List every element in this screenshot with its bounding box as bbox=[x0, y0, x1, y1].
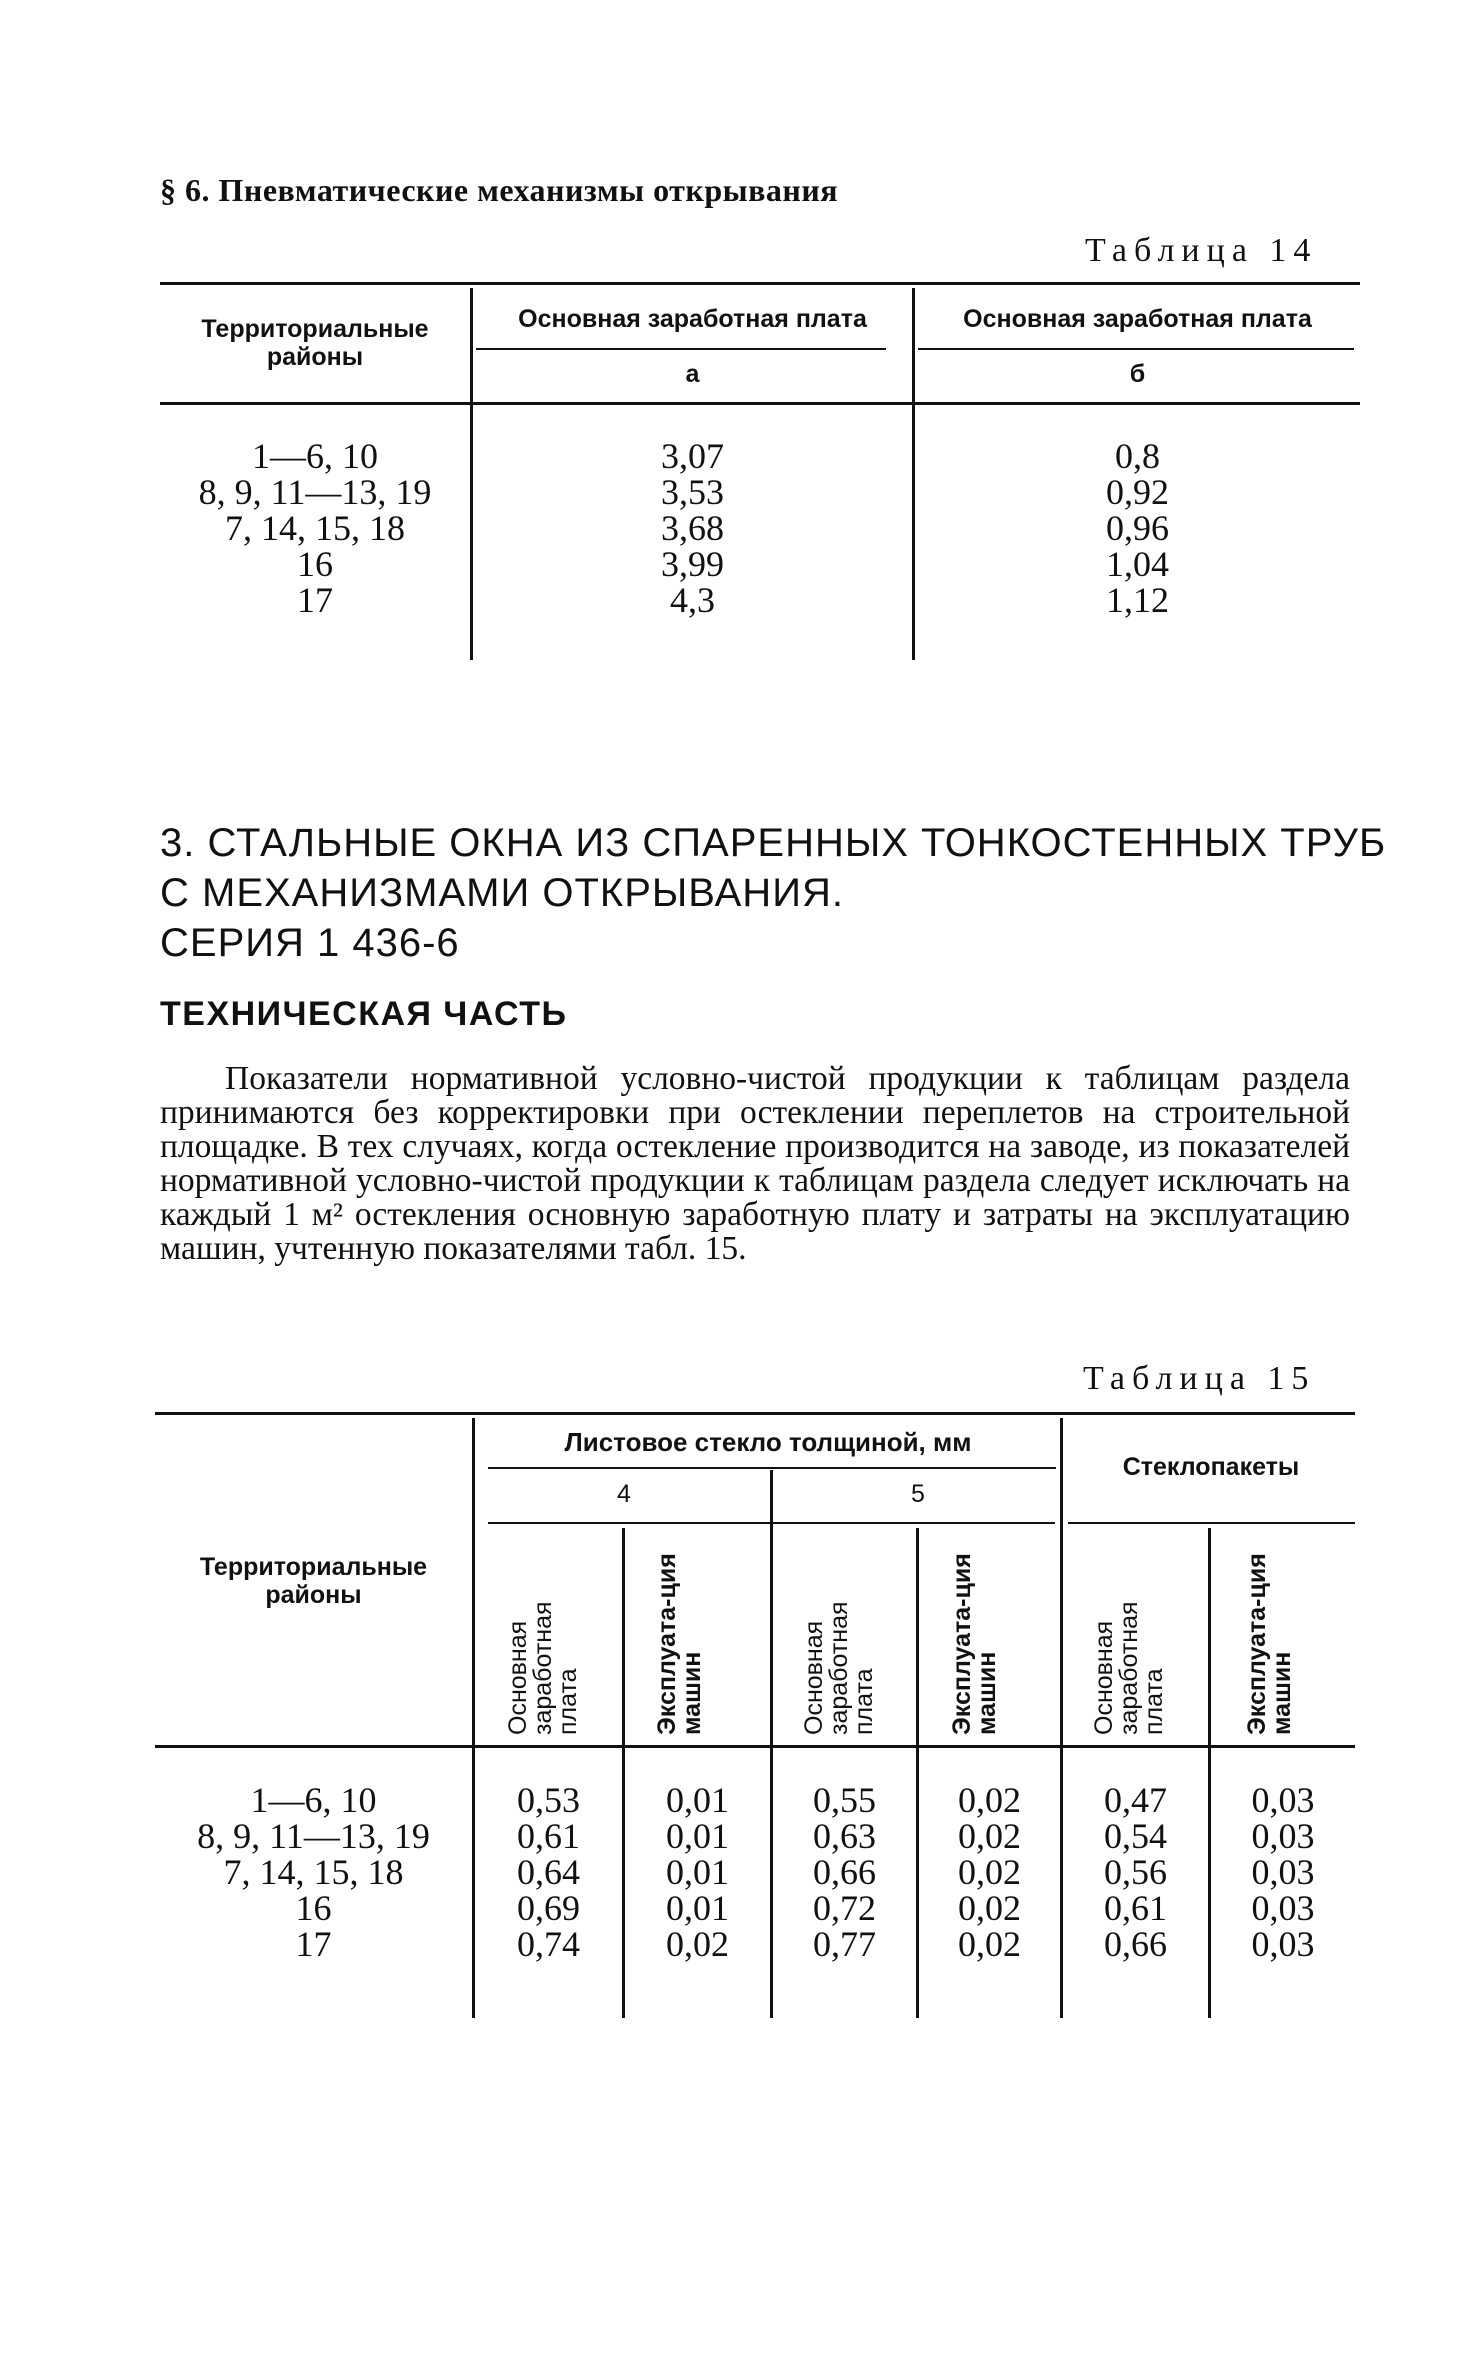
table14-region-cell: 7, 14, 15, 18 bbox=[225, 508, 405, 548]
table15-group-glass: Листовое стекло толщиной, мм bbox=[564, 1427, 972, 1457]
table15-region-cell: 1—6, 10 bbox=[250, 1780, 377, 1820]
table14-col-a-cell: 4,3 bbox=[670, 580, 715, 620]
table14-col-b-cell: 1,12 bbox=[1106, 580, 1169, 620]
table15-value-cell: 0,47 bbox=[1104, 1780, 1167, 1820]
table15-value-cell: 0,02 bbox=[958, 1888, 1021, 1928]
table15-value-cell: 0,03 bbox=[1251, 1852, 1315, 1892]
table15-value-cell: 0,77 bbox=[813, 1924, 876, 1964]
table15-col-region: Территориальные районы bbox=[199, 1553, 428, 1609]
table15-caption: Таблица 15 bbox=[1083, 1360, 1316, 1397]
table14-col-b-cell: 0,96 bbox=[1106, 508, 1169, 548]
table14-col-b-header: Основная заработная плата bbox=[963, 305, 1312, 333]
table14-col-a-cell: 3,07 bbox=[661, 436, 724, 476]
table15-value-cell: 0,01 bbox=[666, 1816, 729, 1856]
table15-value-cell: 0,61 bbox=[517, 1816, 580, 1856]
table15-value-cell: 0,74 bbox=[517, 1924, 580, 1964]
table15-value-cell: 0,66 bbox=[813, 1852, 876, 1892]
table14-col-b-cell: 0,8 bbox=[1115, 436, 1160, 476]
table15-thickness-4: 4 bbox=[617, 1480, 631, 1508]
table14-col-b-cell: 1,04 bbox=[1106, 544, 1169, 584]
table15-value-cell: 0,02 bbox=[958, 1852, 1021, 1892]
table15-sub-machine-header: Эксплуата-ция машин bbox=[948, 1553, 1001, 1735]
table14-col-region: Территориальные районы bbox=[201, 315, 429, 371]
table15-region-cell: 8, 9, 11—13, 19 bbox=[197, 1816, 430, 1856]
table15-value-cell: 0,03 bbox=[1251, 1780, 1315, 1820]
table15-value-cell: 0,54 bbox=[1104, 1816, 1167, 1856]
table14-region-cell: 1—6, 10 bbox=[252, 436, 378, 476]
table15-sub-wage-header: Основная заработная плата bbox=[800, 1601, 878, 1735]
table15-value-cell: 0,02 bbox=[958, 1780, 1021, 1820]
table14-col-a-cell: 3,68 bbox=[661, 508, 724, 548]
table15-value-cell: 0,69 bbox=[517, 1888, 580, 1928]
table15-value-cell: 0,55 bbox=[813, 1780, 876, 1820]
table15-value-cell: 0,03 bbox=[1251, 1816, 1315, 1856]
heading-line-2: С МЕХАНИЗМАМИ ОТКРЫВАНИЯ. bbox=[160, 871, 844, 915]
table14-caption: Таблица 14 bbox=[1085, 232, 1318, 269]
table15-value-cell: 0,02 bbox=[958, 1924, 1021, 1964]
table14-col-a-cell: 3,53 bbox=[661, 472, 724, 512]
heading-line-3: СЕРИЯ 1 436-6 bbox=[160, 921, 460, 965]
body-paragraph bbox=[160, 1062, 1350, 1266]
table15-value-cell: 0,64 bbox=[517, 1852, 580, 1892]
table15-value-cell: 0,01 bbox=[666, 1852, 729, 1892]
table15-value-cell: 0,72 bbox=[813, 1888, 876, 1928]
table15-value-cell: 0,66 bbox=[1104, 1924, 1167, 1964]
table15-value-cell: 0,02 bbox=[958, 1816, 1021, 1856]
table14-col-a-header: Основная заработная плата bbox=[518, 305, 867, 333]
table15-value-cell: 0,02 bbox=[666, 1924, 729, 1964]
section-title: § 6. Пневматические механизмы открывания bbox=[160, 172, 839, 208]
heading-line-1: 3. СТАЛЬНЫЕ ОКНА ИЗ СПАРЕННЫХ ТОНКОСТЕННЫХ ТРУБ bbox=[160, 821, 1387, 865]
section-heading bbox=[160, 818, 1386, 968]
table15-sub-machine-header: Эксплуата-ция машин bbox=[653, 1553, 706, 1735]
table14-region-cell: 16 bbox=[297, 544, 333, 584]
table14-col-b-cell: 0,92 bbox=[1106, 472, 1169, 512]
table15-value-cell: 0,53 bbox=[517, 1780, 580, 1820]
table15-value-cell: 0,56 bbox=[1104, 1852, 1167, 1892]
table15-value-cell: 0,03 bbox=[1251, 1924, 1315, 1964]
table15-value-cell: 0,01 bbox=[666, 1888, 729, 1928]
table15-value-cell: 0,61 bbox=[1104, 1888, 1167, 1928]
table15-value-cell: 0,63 bbox=[813, 1816, 876, 1856]
paragraph-text: Показатели нормативной условно-чистой продукции к таблицам раздела принимаются без корректировки при остеклении переплетов на строительной площадке. В тех случаях, когда остекление производится на заводе, из показателей нормативной условно-чистой продукции к таблицам раздела следует исключать на каждый 1 м² остекления основную заработную плату и затраты на эксплуатацию машин, учтенную показателями табл. 15. bbox=[160, 1060, 1350, 1267]
table14-col-a-cell: 3,99 bbox=[661, 544, 724, 584]
table15-value-cell: 0,03 bbox=[1251, 1888, 1315, 1928]
table14-col-a-sub: а bbox=[685, 360, 700, 388]
table15-region-cell: 17 bbox=[295, 1924, 332, 1964]
table15-region-cell: 7, 14, 15, 18 bbox=[223, 1852, 404, 1892]
table15-sub-machine-header: Эксплуата-ция машин bbox=[1243, 1553, 1296, 1735]
table14-region-cell: 17 bbox=[297, 580, 333, 620]
table15-sub-wage-header: Основная заработная плата bbox=[1090, 1601, 1168, 1735]
table14-region-cell: 8, 9, 11—13, 19 bbox=[198, 472, 432, 512]
table15-value-cell: 0,01 bbox=[666, 1780, 729, 1820]
table15-region-cell: 16 bbox=[295, 1888, 332, 1928]
subheading: ТЕХНИЧЕСКАЯ ЧАСТЬ bbox=[160, 995, 568, 1033]
table14-col-b-sub: б bbox=[1129, 360, 1146, 388]
table15-group-units: Стеклопакеты bbox=[1122, 1453, 1300, 1481]
table15-thickness-5: 5 bbox=[911, 1480, 925, 1508]
table15-sub-wage-header: Основная заработная плата bbox=[504, 1601, 582, 1735]
